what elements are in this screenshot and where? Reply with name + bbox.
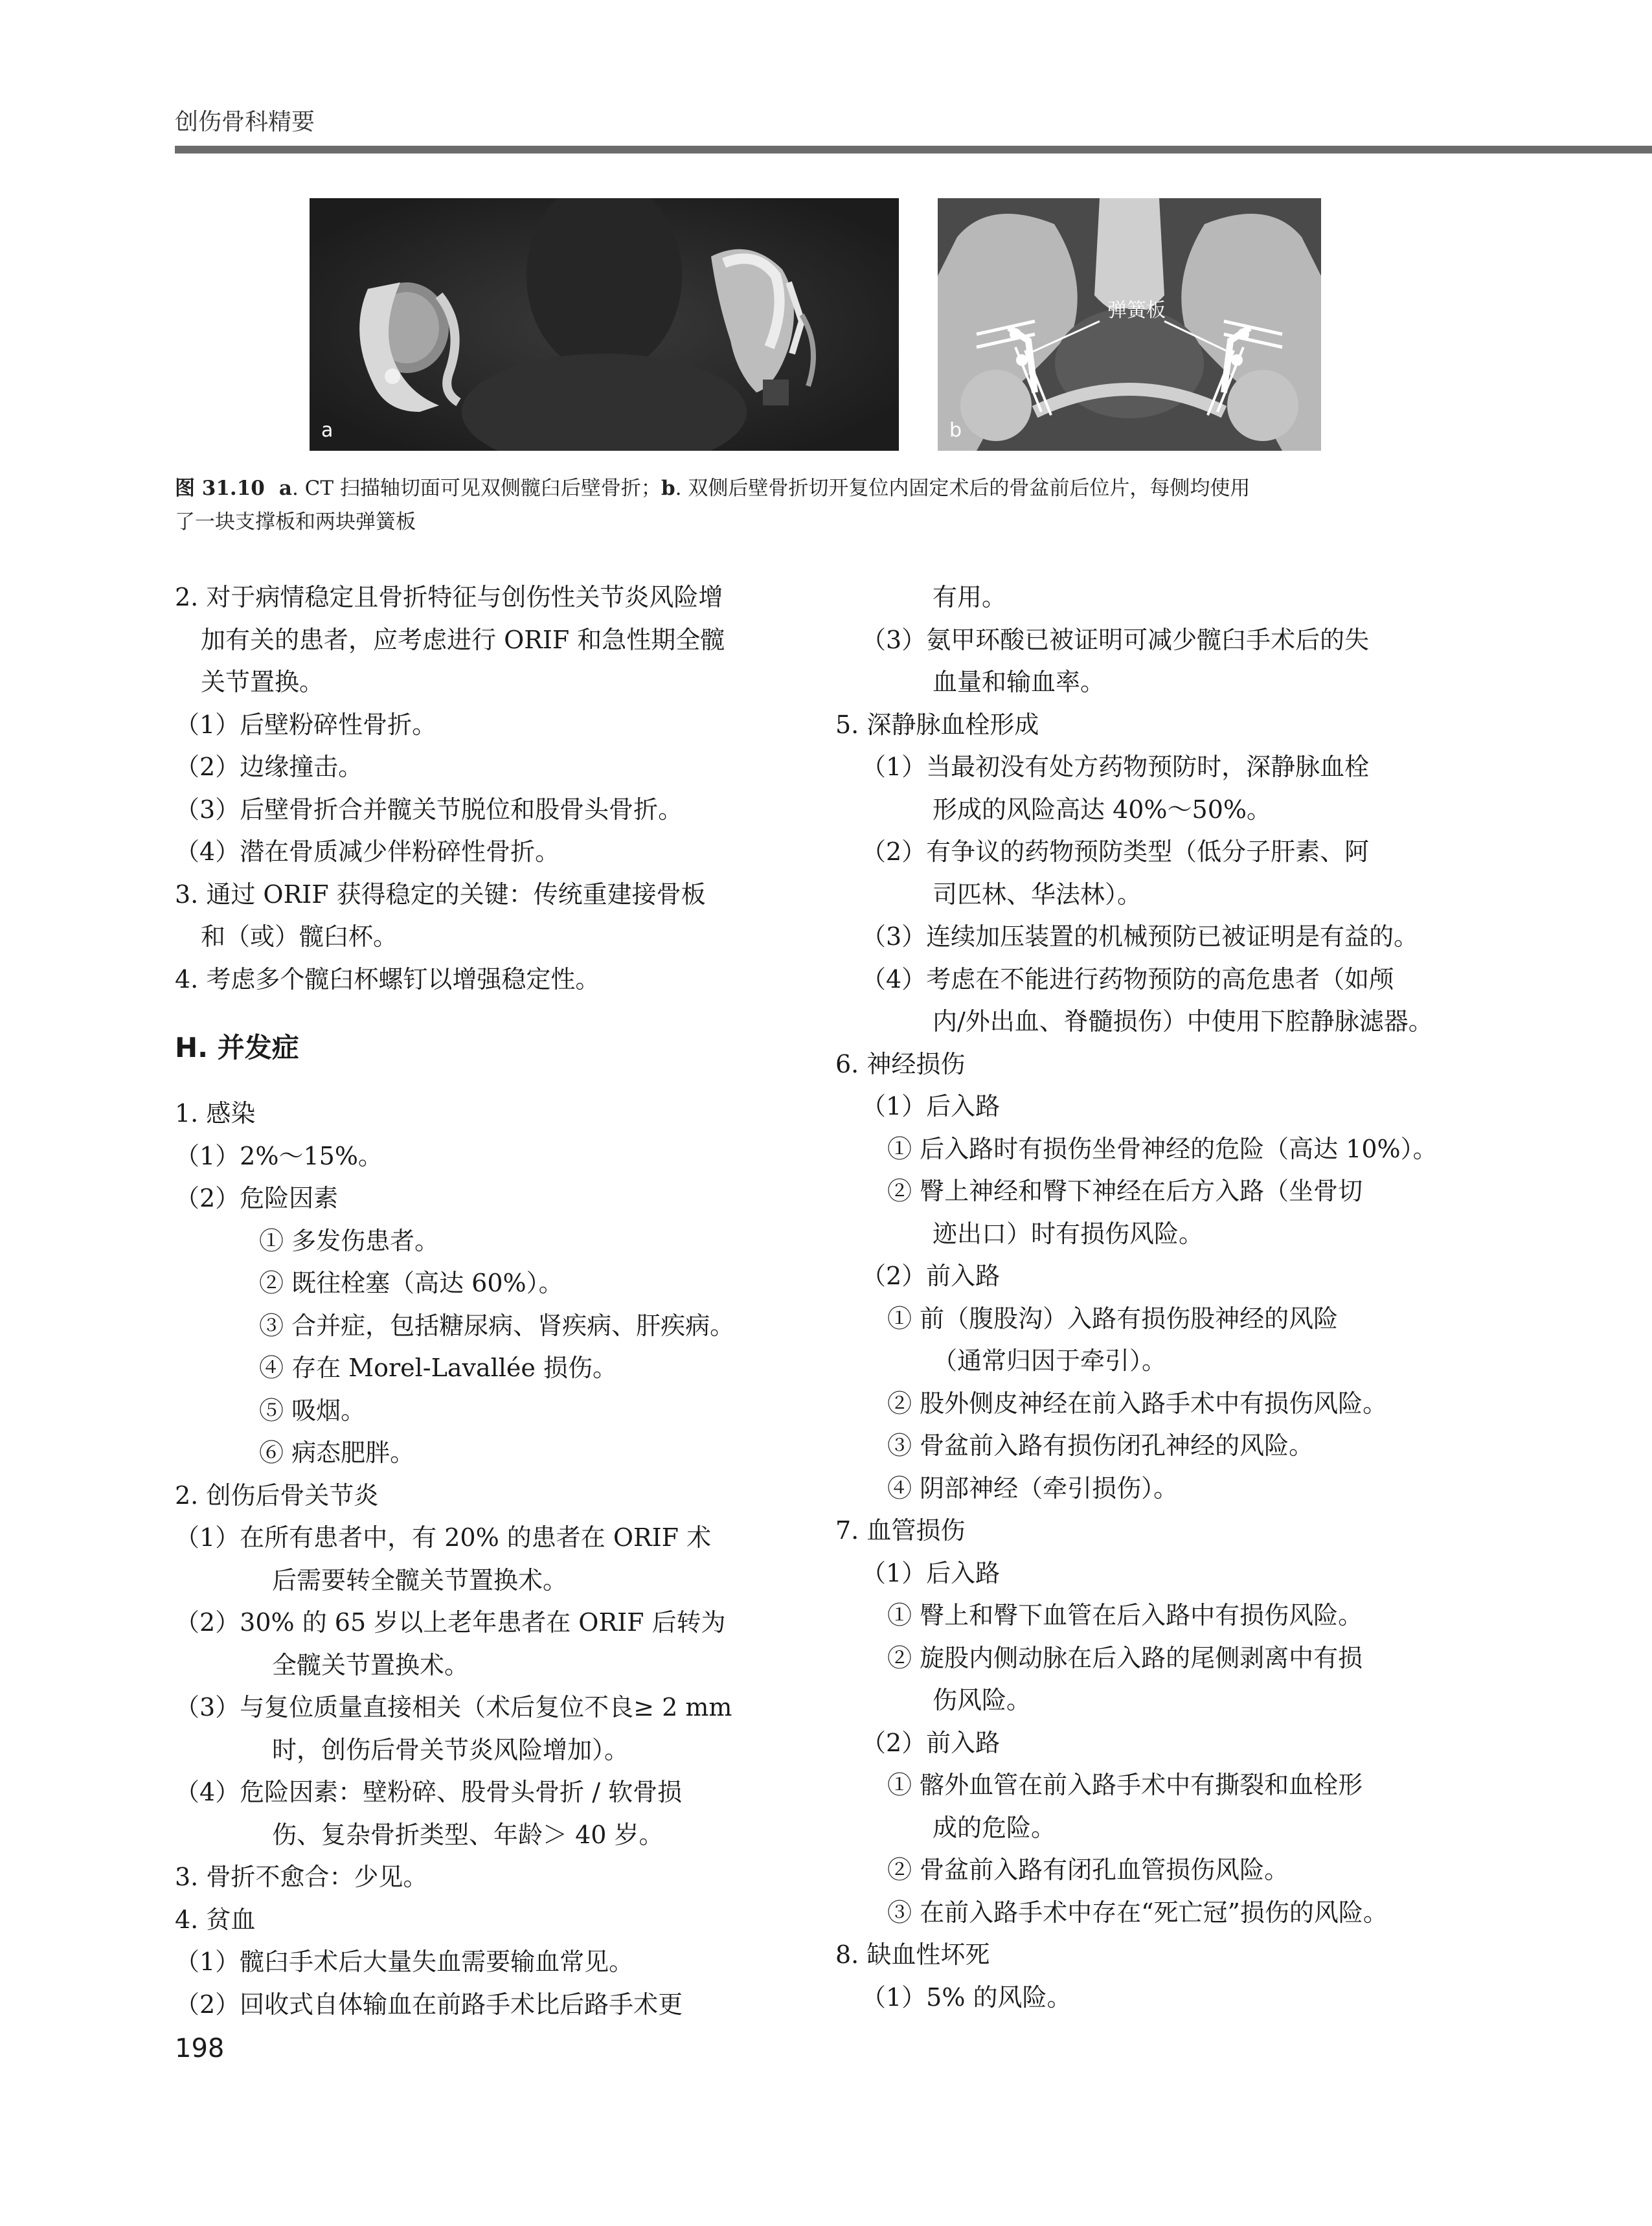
text-line: 加有关的患者，应考虑进行 ORIF 和急性期全髋 xyxy=(201,625,725,654)
list-item: （1）当最初没有处方药物预防时，深静脉血栓 xyxy=(861,753,1370,781)
list-item: （2）前入路 xyxy=(861,1728,1001,1757)
left-column xyxy=(175,576,797,2026)
text-line: 迹出口）时有损伤风险。 xyxy=(933,1219,1204,1248)
figure-panel-a-ct-image xyxy=(310,198,899,451)
text-line: 时，创伤后骨关节炎风险增加）。 xyxy=(272,1735,629,1764)
caption-b-text: . 双侧后壁骨折切开复位内固定术后的骨盆前后位片，每侧均使用 xyxy=(675,477,1250,500)
ct-axial-illustration xyxy=(310,198,899,451)
panel-label-b: b xyxy=(949,419,962,442)
text-line: 7. 血管损伤 xyxy=(835,1516,966,1545)
list-item: （3）连续加压装置的机械预防已被证明是有益的。 xyxy=(861,922,1419,951)
text-line: 2. 创伤后骨关节炎 xyxy=(175,1481,379,1510)
list-item: （2）边缘撞击。 xyxy=(175,753,363,781)
list-item: ② 旋股内侧动脉在后入路的尾侧剥离中有损 xyxy=(887,1643,1363,1672)
list-item: （3）与复位质量直接相关（术后复位不良≥ 2 mm xyxy=(175,1693,732,1721)
text-line: 2. 对于病情稳定且骨折特征与创伤性关节炎风险增 xyxy=(175,583,723,611)
text-line: 8. 缺血性坏死 xyxy=(835,1940,990,1969)
list-item: （1）后入路 xyxy=(861,1092,1001,1120)
list-item: ④ 阴部神经（牵引损伤）。 xyxy=(887,1473,1179,1503)
list-item: ② 股外侧皮神经在前入路手术中有损伤风险。 xyxy=(887,1389,1388,1418)
figure-number: 图 31.10 xyxy=(175,477,265,500)
text-line: 1. 感染 xyxy=(175,1099,256,1128)
right-column xyxy=(835,576,1457,2019)
pelvis-xray-illustration xyxy=(938,198,1321,451)
list-item: （3）氨甲环酸已被证明可减少髋臼手术后的失 xyxy=(861,625,1370,654)
header-rule xyxy=(175,146,1652,153)
page-number: 198 xyxy=(175,2034,225,2063)
caption-line-1 xyxy=(175,471,1470,505)
list-item: （2）回收式自体输血在前路手术比后路手术更 xyxy=(175,1990,683,2019)
list-item: ⑥ 病态肥胖。 xyxy=(259,1438,415,1467)
list-item: （4）危险因素：壁粉碎、股骨头骨折 / 软骨损 xyxy=(175,1778,683,1806)
text-line: 有用。 xyxy=(933,583,1007,611)
list-item: （2）30% 的 65 岁以上老年患者在 ORIF 后转为 xyxy=(175,1608,726,1637)
text-line: 成的危险。 xyxy=(933,1813,1056,1842)
caption-line-2: 了一块支撑板和两块弹簧板 xyxy=(175,510,416,534)
list-item: ② 既往栓塞（高达 60%）。 xyxy=(259,1269,563,1297)
list-item: ② 臀上神经和臀下神经在后方入路（坐骨切 xyxy=(887,1177,1363,1205)
running-header: 创伤骨科精要 xyxy=(175,109,315,135)
caption-a-label: a xyxy=(278,477,292,500)
list-item: （1）后壁粉碎性骨折。 xyxy=(175,710,437,739)
list-item: （1）5% 的风险。 xyxy=(861,1982,1072,2012)
list-item: （2）有争议的药物预防类型（低分子肝素、阿 xyxy=(861,837,1370,866)
list-item: （1）在所有患者中，有 20% 的患者在 ORIF 术 xyxy=(175,1523,712,1552)
list-item: ③ 骨盆前入路有损伤闭孔神经的风险。 xyxy=(887,1431,1314,1460)
text-line: 4. 考虑多个髋臼杯螺钉以增强稳定性。 xyxy=(175,964,600,994)
list-item: ① 臀上和臀下血管在后入路中有损伤风险。 xyxy=(887,1601,1363,1630)
panel-label-a: a xyxy=(321,419,334,442)
list-item: （1）髋臼手术后大量失血需要输血常见。 xyxy=(175,1948,634,1976)
figure-caption xyxy=(175,471,1470,539)
list-item: ③ 合并症，包括糖尿病、肾疾病、肝疾病。 xyxy=(259,1311,735,1340)
list-item: ② 骨盆前入路有闭孔血管损伤风险。 xyxy=(887,1856,1289,1884)
figure-panel-b-xray-image xyxy=(938,198,1321,451)
list-item: ⑤ 吸烟。 xyxy=(259,1396,366,1425)
list-item: （1）2%～15%。 xyxy=(175,1141,383,1170)
list-item: （2）危险因素 xyxy=(175,1184,339,1212)
text-line: 3. 通过 ORIF 获得稳定的关键：传统重建接骨板 xyxy=(175,880,706,909)
list-item: （1）后入路 xyxy=(861,1558,1001,1587)
text-line: 司匹林、华法林）。 xyxy=(933,880,1142,909)
list-item: ① 多发伤患者。 xyxy=(259,1226,440,1255)
spring-plate-callout: 弹簧板 xyxy=(1107,299,1166,322)
text-line: （通常归因于牵引）。 xyxy=(933,1346,1167,1375)
text-line: 3. 骨折不愈合：少见。 xyxy=(175,1863,428,1891)
list-item: ① 髂外血管在前入路手术中有撕裂和血栓形 xyxy=(887,1771,1363,1799)
text-line: 和（或）髋臼杯。 xyxy=(201,922,398,951)
list-item: ④ 存在 Morel-Lavallée 损伤。 xyxy=(259,1354,617,1382)
list-item: （2）前入路 xyxy=(861,1262,1001,1290)
text-line: 后需要转全髋关节置换术。 xyxy=(272,1565,568,1595)
caption-a-text: . CT 扫描轴切面可见双侧髋臼后壁骨折； xyxy=(291,477,661,500)
text-line: 内/外出血、脊髓损伤）中使用下腔静脉滤器。 xyxy=(933,1007,1433,1036)
text-line: 形成的风险高达 40%～50%。 xyxy=(933,795,1272,824)
list-item: ① 后入路时有损伤坐骨神经的危险（高达 10%）。 xyxy=(887,1134,1438,1163)
section-heading: H. 并发症 xyxy=(175,1032,299,1063)
text-line: 5. 深静脉血栓形成 xyxy=(835,710,1039,739)
text-line: 4. 贫血 xyxy=(175,1905,256,1934)
caption-b-label: b xyxy=(661,477,675,500)
text-line: 伤、复杂骨折类型、年龄＞ 40 岁。 xyxy=(272,1820,664,1849)
text-line: 6. 神经损伤 xyxy=(835,1049,966,1078)
text-line: 全髋关节置换术。 xyxy=(272,1650,470,1679)
list-item: ① 前（腹股沟）入路有损伤股神经的风险 xyxy=(887,1304,1339,1333)
list-item: （4）考虑在不能进行药物预防的高危患者（如颅 xyxy=(861,964,1394,994)
text-line: 关节置换。 xyxy=(201,668,324,696)
list-item: ③ 在前入路手术中存在“死亡冠”损伤的风险。 xyxy=(887,1898,1388,1927)
text-line: 血量和输血率。 xyxy=(933,668,1105,696)
list-item: （4）潜在骨质减少伴粉碎性骨折。 xyxy=(175,837,560,866)
text-line: 伤风险。 xyxy=(933,1686,1032,1714)
list-item: （3）后壁骨折合并髋关节脱位和股骨头骨折。 xyxy=(175,795,683,824)
